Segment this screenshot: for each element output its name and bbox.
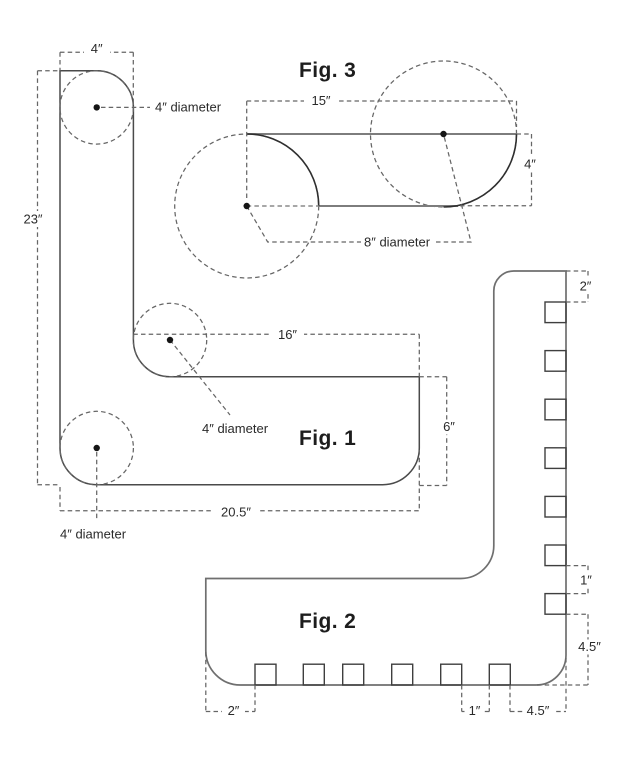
notch-square <box>545 351 566 372</box>
fig2-part <box>206 271 588 712</box>
notch-square <box>545 496 566 517</box>
notch-square <box>545 302 566 323</box>
fig1-dim-arm-height: 6″ <box>443 419 455 434</box>
fig2-dim-left-gap: 2″ <box>227 703 240 718</box>
fig3-right-circle-center-dot <box>440 131 446 137</box>
notch-square <box>343 664 364 685</box>
fig3-dim-end-height: 4″ <box>524 156 536 172</box>
fig1-label-top-circle: 4″ diameter <box>155 99 222 115</box>
fig1-dim-arm-length: 16″ <box>277 327 298 342</box>
fig2-title: Fig. 2 <box>299 610 357 633</box>
fig2-dim-bottom-notch-gap: 1″ <box>468 703 481 718</box>
fig3-left-end-arc <box>247 134 319 206</box>
fig3-left-circle-center-dot <box>244 203 250 209</box>
notch-square <box>392 664 413 685</box>
notch-square <box>545 448 566 469</box>
notch-square <box>545 594 566 615</box>
fig1-dimension-lines <box>38 52 447 521</box>
fig1-inner-circle-center-dot <box>167 337 173 343</box>
fig3-title: Fig. 3 <box>299 59 357 82</box>
fig1-dim-bottom-length: 20.5″ <box>221 504 251 520</box>
fig2-outline <box>206 271 566 685</box>
fig2-dim-top-gap: 2″ <box>579 278 592 294</box>
fig3-dim-length: 15″ <box>311 93 331 108</box>
fig1-dim-top-width: 4″ <box>90 41 103 56</box>
notch-square <box>489 664 510 685</box>
fig3-right-end-arc <box>444 134 517 207</box>
fig1-part <box>38 52 447 521</box>
notch-square <box>255 664 276 685</box>
fig3-label-circles: 8″ diameter <box>364 234 431 250</box>
fig2-dim-side-notch-gap: 1″ <box>580 572 592 588</box>
fig1-label-bottom-circle: 4″ diameter <box>60 526 127 542</box>
fig1-label-inner-circle: 4″ diameter <box>202 421 269 436</box>
notch-square <box>303 664 324 685</box>
notch-square <box>441 664 462 685</box>
fig2-dim-right-gap: 4.5″ <box>526 703 550 718</box>
labels <box>23 41 601 718</box>
fig1-dim-left-height: 23″ <box>23 211 43 227</box>
fig3-dimension-lines <box>247 101 532 242</box>
fig1-bottom-circle-center-dot <box>94 445 100 451</box>
fig3-part <box>175 61 532 278</box>
fig2-dimension-lines <box>206 271 588 712</box>
notch-square <box>545 545 566 566</box>
notch-square <box>545 399 566 420</box>
fig1-title: Fig. 1 <box>299 427 357 450</box>
fig1-top-circle-center-dot <box>94 104 100 110</box>
fig2-dim-side-bottom: 4.5″ <box>578 639 601 654</box>
